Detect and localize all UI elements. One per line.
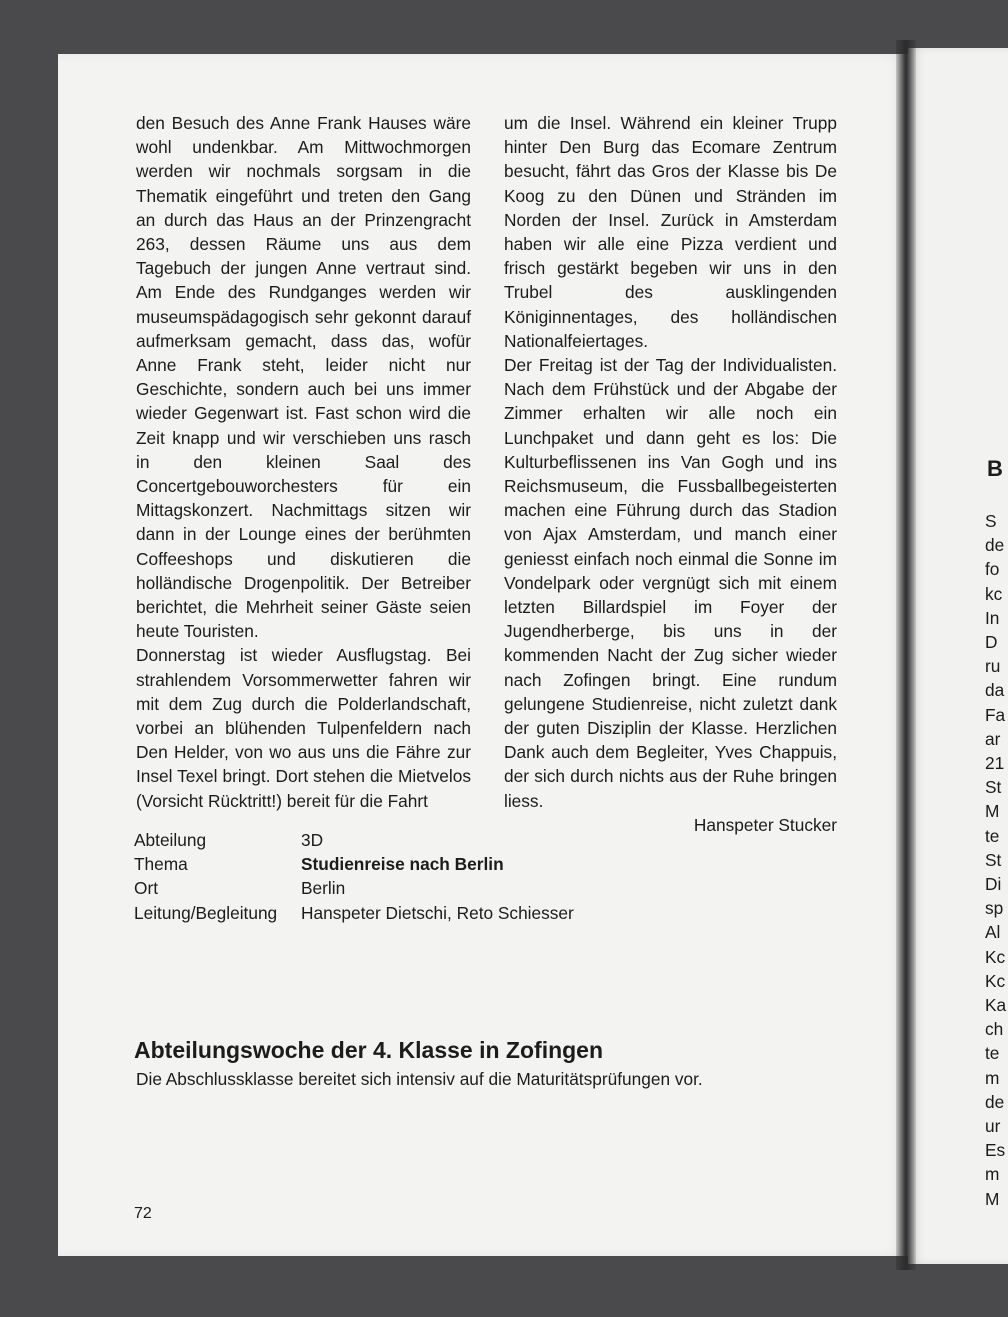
author-signature: Hanspeter Stucker xyxy=(693,814,837,835)
facing-page-line: In xyxy=(985,607,1000,628)
section-subtitle: Die Abschlussklasse bereitet sich intensiv auf die Maturitätsprüfungen vor. xyxy=(136,1069,703,1089)
facing-page-line: ur xyxy=(985,1116,1001,1137)
left-text-column xyxy=(136,111,471,813)
page-number: 72 xyxy=(134,1205,152,1222)
info-row-abteilung xyxy=(134,828,574,852)
facing-page-line: Es xyxy=(985,1140,1006,1161)
facing-page-line: Ka xyxy=(985,995,1007,1016)
facing-page-text xyxy=(985,509,1006,1211)
info-label: Thema xyxy=(134,854,188,875)
facing-page-line: kc xyxy=(985,583,1003,604)
facing-page-heading: B xyxy=(987,456,1003,481)
info-label: Abteilung xyxy=(134,830,207,850)
facing-page-line: S xyxy=(985,511,997,531)
facing-page-line: M xyxy=(985,801,1000,822)
facing-page-line: ru xyxy=(985,656,1001,677)
facing-page-line: St xyxy=(985,777,1002,798)
paragraph: Donnerstag ist wieder Ausflugstag. Bei strahlendem Vorsommerwetter fahren wir mit dem Zug durch die Polderlandschaft, vorbei an blühenden Tulpenfeldern nach Den Helder, von wo aus uns die Fähre zur Insel Texel bringt. Dort stehen die Mietvelos (Vorsicht Rücktritt!) bereit für die Fahrt xyxy=(136,645,471,811)
paragraph: den Besuch des Anne Frank Hauses wäre wohl undenkbar. Am Mittwochmorgen werden wir nochmals sorgsam in die Thematik eingeführt und treten den Gang an durch das Haus an der Prinzengracht 263, dessen Räume uns aus dem Tagebuch der jungen Anne vertraut sind. Am Ende des Rundganges werden wir museumspädagogisch sehr gekonnt darauf aufmerksam gemacht, dass das, wofür Anne Frank steht, leider nicht nur Geschichte, sondern auch bei uns immer wieder Gegenwart ist. Fast schon wird die Zeit knapp und wir verschieben uns rasch in den kleinen Saal des Concertgebouworchesters für ein Mittagskonzert. Nachmittags sitzen wir dann in der Lounge eines der berühmten Coffeeshops und diskutieren die holländische Drogenpolitik. Der Betreiber berichtet, die Mehrheit seiner Gäste seien heute Touristen. xyxy=(136,113,471,642)
facing-page-line: fo xyxy=(985,559,1000,580)
info-row-thema xyxy=(134,852,574,876)
info-table xyxy=(134,828,574,925)
facing-page-line: de xyxy=(985,535,1005,556)
paragraph: um die Insel. Während ein kleiner Trupp hinter Den Burg das Ecomare Zentrum besucht, fährt das Gros der Klasse bis De Koog zu den Dünen und Stränden im Norden der Insel. Zurück in Amsterdam haben wir alle eine Pizza verdient und frisch gestärkt begeben wir uns in den Trubel des ausklingenden Königinnentages, des holländischen Nationalfeiertages. xyxy=(504,113,837,351)
facing-page-line: m xyxy=(985,1164,1000,1185)
facing-page-line: sp xyxy=(985,898,1004,919)
info-value: 3D xyxy=(301,830,324,850)
info-value: Studienreise nach Berlin xyxy=(301,854,504,875)
facing-page-line: M xyxy=(985,1188,1000,1209)
facing-page-line: D xyxy=(985,632,998,653)
paragraph: Der Freitag ist der Tag der Individualisten. Nach dem Frühstück und der Abgabe der Zimmer erhalten wir alle noch ein Lunchpaket und dann geht es los: Die Kulturbeflissenen ins Van Gogh und ins Reichsmuseum, die Fussballbegeisterten machen eine Führung durch das Stadion von Ajax Amsterdam, und manch einer geniesst einfach noch einmal die Sonne im Vondelpark oder vergnügt sich mit einem letzten Billardspiel im Foyer der Jugendherberge, bis uns in der kommenden Nacht der Zug sicher wieder nach Zofingen bringt. Eine rundum gelungene Studienreise, nicht zuletzt dank der guten Disziplin der Klasse. Herzlichen Dank auch dem Begleiter, Yves Chappuis, der sich durch nichts aus der Ruhe bringen liess. xyxy=(504,355,837,811)
facing-page-line: Fa xyxy=(985,704,1006,725)
info-row-ort xyxy=(134,876,574,900)
info-value: Berlin xyxy=(301,878,346,899)
facing-page-line: Kc xyxy=(985,946,1006,967)
facing-page-line: Al xyxy=(985,922,1001,943)
facing-page-line: te xyxy=(985,1043,1000,1064)
facing-page-line: 21 xyxy=(985,753,1005,774)
info-label: Leitung/Begleitung xyxy=(134,902,278,923)
facing-page-line: ch xyxy=(985,1019,1004,1040)
book-gutter xyxy=(896,40,916,1270)
right-text-column xyxy=(504,111,837,837)
facing-page-line: te xyxy=(985,825,1000,846)
facing-page-line: m xyxy=(985,1067,1000,1088)
info-value: Hanspeter Dietschi, Reto Schiesser xyxy=(301,902,574,923)
info-label: Ort xyxy=(134,878,158,899)
facing-page-line: Kc xyxy=(985,970,1006,991)
facing-page-line: St xyxy=(985,849,1002,870)
info-row-leitung xyxy=(134,901,574,925)
facing-page-line: de xyxy=(985,1091,1005,1112)
section-title: Abteilungswoche der 4. Klasse in Zofingen xyxy=(134,1037,604,1063)
facing-page-line: da xyxy=(985,680,1005,701)
facing-page-line: Di xyxy=(985,874,1002,895)
facing-page-line: ar xyxy=(985,728,1001,749)
